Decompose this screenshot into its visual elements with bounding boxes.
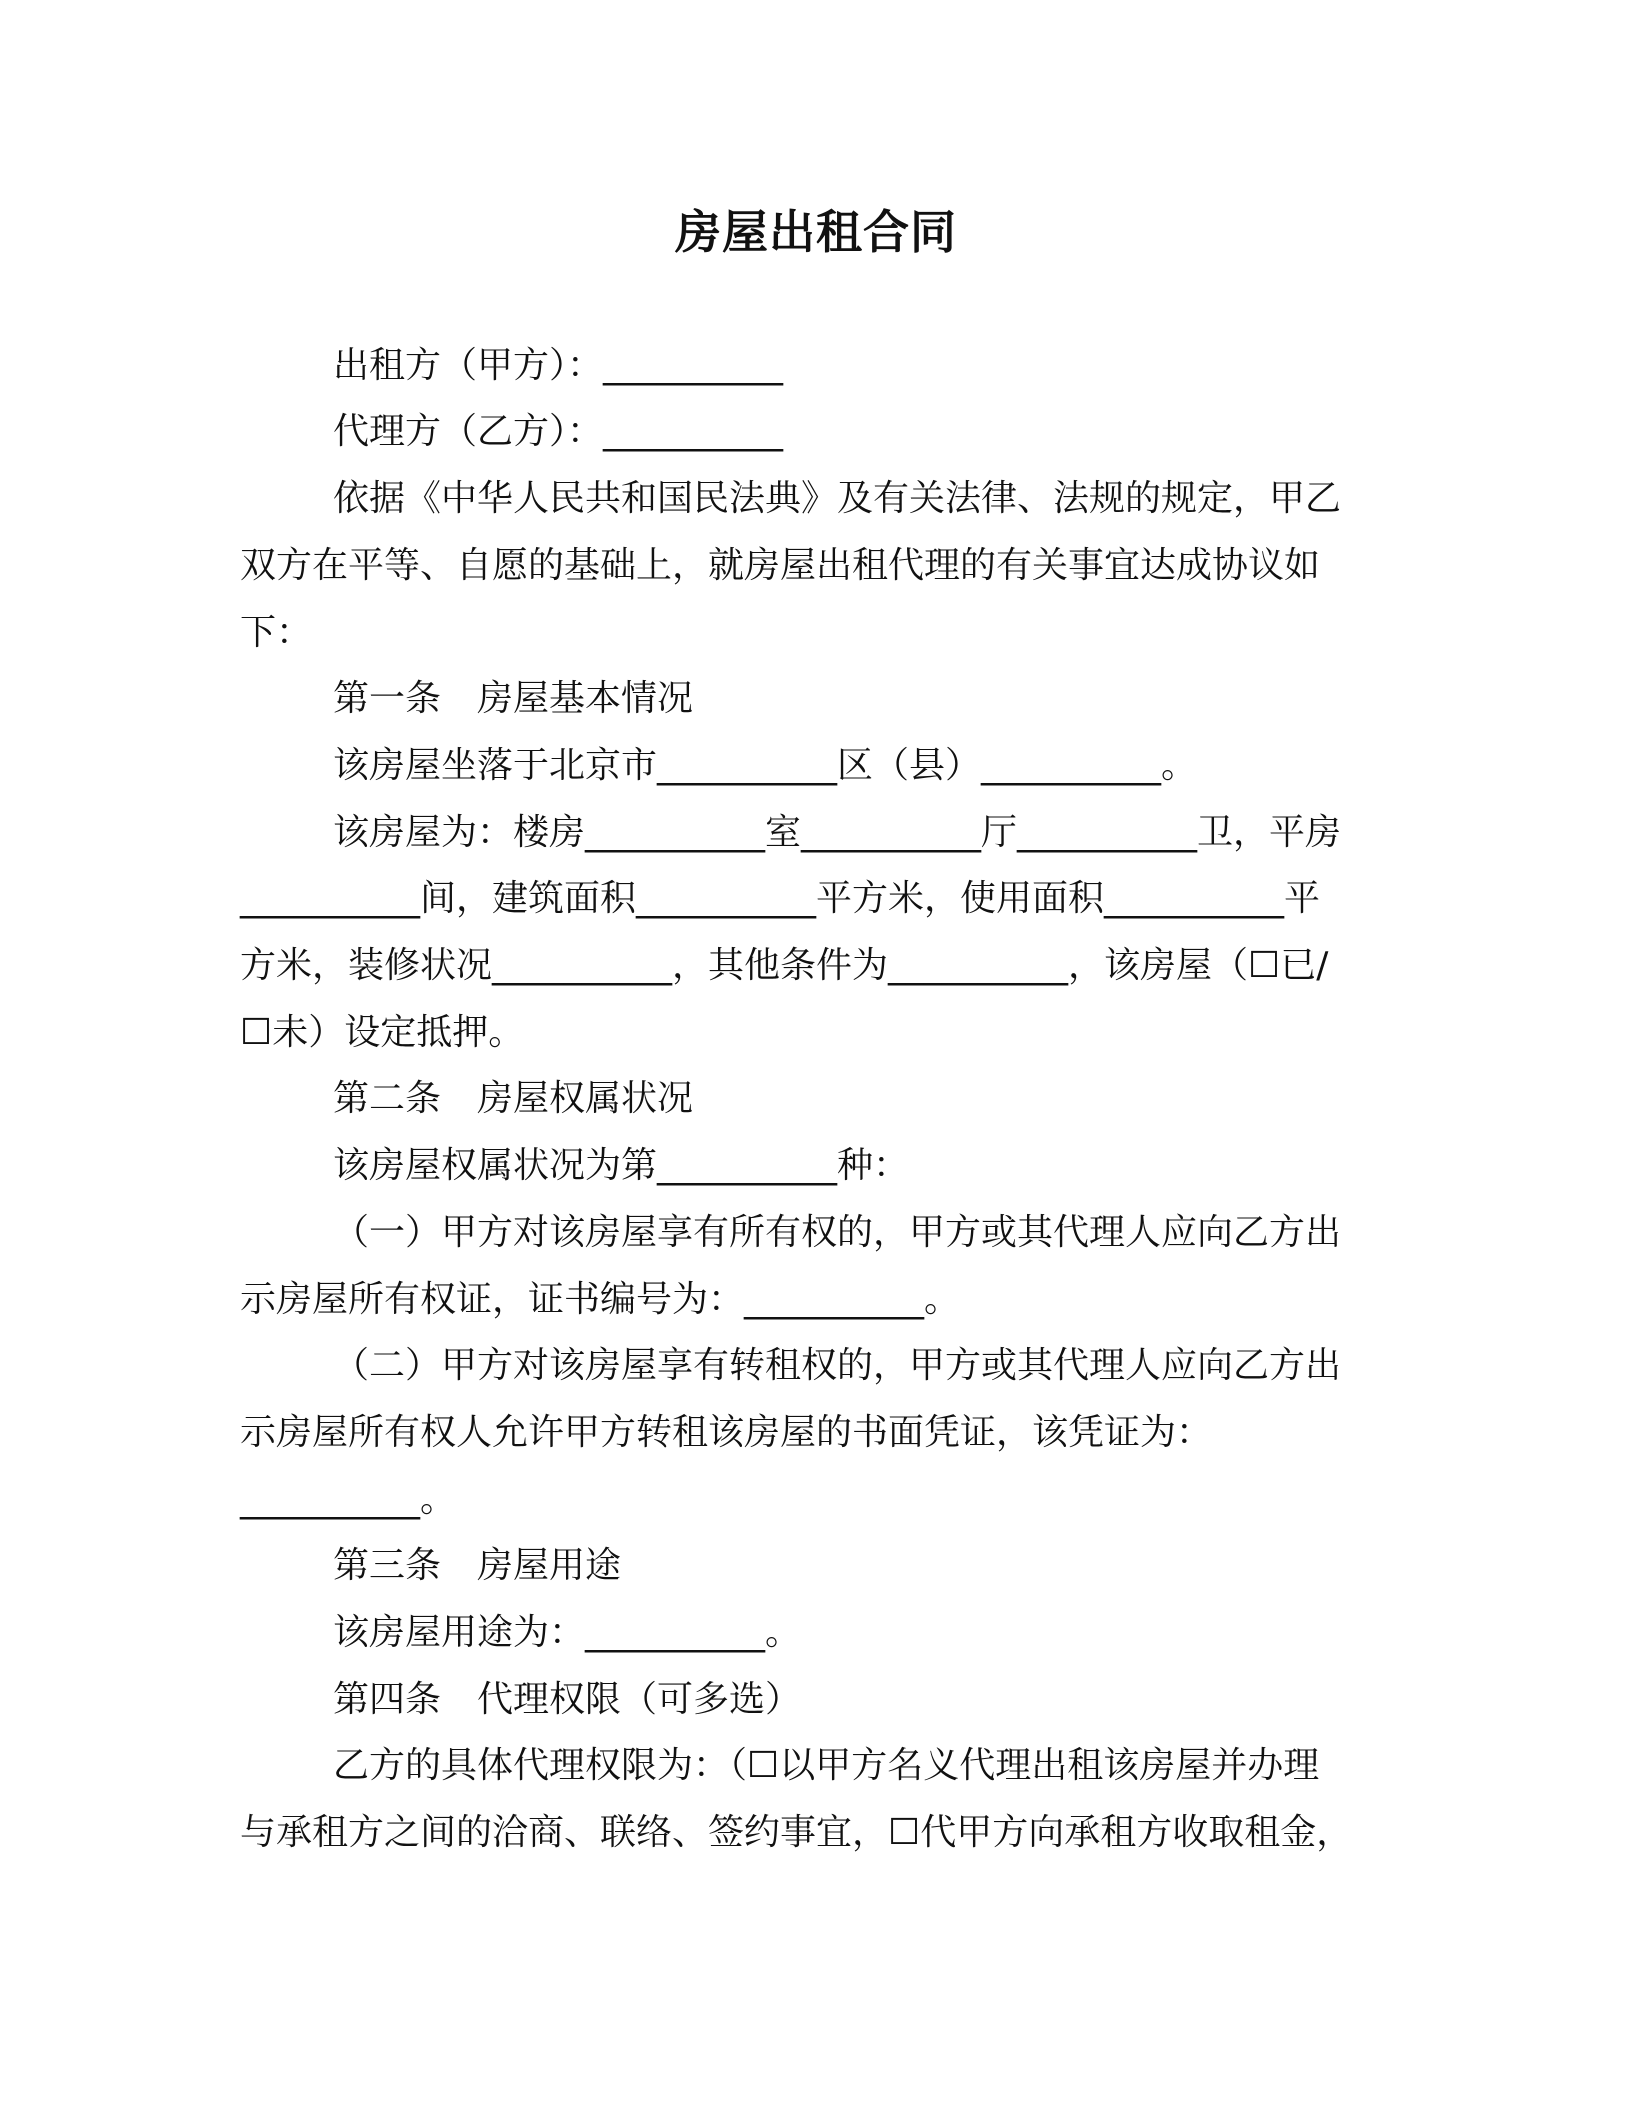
- article-1-type-line-3: 方米，装修状况__________，其他条件为__________，该房屋（☐已/: [240, 945, 1329, 986]
- article-4-authority-line-2: 与承租方之间的洽商、联络、签约事宜，☐代甲方向承租方收取租金，: [240, 1812, 1353, 1853]
- lessor-line: 出租方（甲方）：__________: [333, 345, 784, 386]
- preamble-line-3: 下：: [240, 612, 313, 653]
- article-2-status: 该房屋权属状况为第__________种：: [333, 1145, 910, 1186]
- article-1-type-line-1: 该房屋为：楼房__________室__________厅__________卫，平房: [333, 812, 1342, 853]
- article-4-authority-line-1: 乙方的具体代理权限为：（☐以甲方名义代理出租该房屋并办理: [333, 1745, 1320, 1786]
- article-2-clause-2-line-1: （二）甲方对该房屋享有转租权的，甲方或其代理人应向乙方出: [333, 1345, 1342, 1386]
- article-3-heading: 第三条 房屋用途: [333, 1545, 622, 1586]
- article-4-heading: 第四条 代理权限（可多选）: [333, 1679, 802, 1720]
- article-2-clause-1-line-1: （一）甲方对该房屋享有所有权的，甲方或其代理人应向乙方出: [333, 1212, 1342, 1253]
- preamble-line-1: 依据《中华人民共和国民法典》及有关法律、法规的规定，甲乙: [333, 478, 1342, 519]
- agent-line: 代理方（乙方）：__________: [333, 411, 784, 452]
- document-title: 房屋出租合同: [675, 205, 957, 259]
- article-2-heading: 第二条 房屋权属状况: [333, 1078, 694, 1119]
- article-2-clause-2-line-3: __________。: [240, 1479, 457, 1520]
- article-1-location: 该房屋坐落于北京市__________区（县）__________。: [333, 745, 1198, 786]
- article-3-usage: 该房屋用途为：__________。: [333, 1612, 802, 1653]
- article-2-clause-1-line-2: 示房屋所有权证，证书编号为：__________。: [240, 1279, 961, 1320]
- article-1-type-line-2: __________间，建筑面积__________平方米，使用面积__________平: [240, 878, 1321, 919]
- article-1-type-line-4: ☐未）设定抵押。: [240, 1012, 525, 1053]
- article-2-clause-2-line-2: 示房屋所有权人允许甲方转租该房屋的书面凭证，该凭证为：: [240, 1412, 1213, 1453]
- article-1-heading: 第一条 房屋基本情况: [333, 678, 694, 719]
- preamble-line-2: 双方在平等、自愿的基础上，就房屋出租代理的有关事宜达成协议如: [240, 545, 1321, 586]
